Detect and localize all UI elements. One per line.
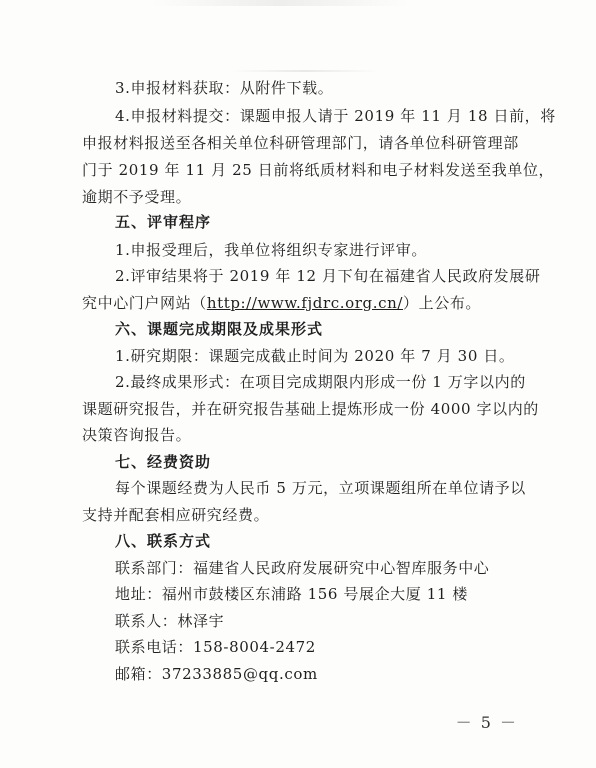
section-contact-heading: 八、联系方式	[115, 532, 212, 550]
materials-submit-line-3: 门于 2019 年 11 月 25 日前将纸质材料和电子材料发送至我单位，	[82, 161, 555, 179]
materials-submit-line-4: 逾期不予受理。	[82, 188, 192, 206]
page-number: － 5 －	[455, 713, 518, 732]
deadline-line: 1.研究期限：课题完成截止时间为 2020 年 7 月 30 日。	[115, 347, 515, 365]
scan-bleed-line	[230, 70, 380, 72]
funding-line-1: 每个课题经费为人民币 5 万元，立项课题组所在单位请予以	[115, 479, 526, 497]
scan-bleed-top	[150, 0, 410, 6]
contact-department: 联系部门：福建省人民政府发展研究中心智库服务中心	[115, 559, 490, 577]
review-step-2-prefix: 究中心门户网站（	[82, 294, 207, 312]
final-output-line-2: 课题研究报告，并在研究报告基础上提炼形成一份 4000 字以内的	[82, 400, 539, 418]
final-output-line-1: 2.最终成果形式：在项目完成期限内形成一份 1 万字以内的	[115, 373, 526, 391]
materials-submit-line-2: 申报材料报送至各相关单位科研管理部门，请各单位科研管理部	[82, 134, 519, 152]
section-funding-heading: 七、经费资助	[115, 453, 212, 471]
review-step-2-line-1: 2.评审结果将于 2019 年 12 月下旬在福建省人民政府发展研	[115, 267, 541, 285]
materials-access-line: 3.申报材料获取：从附件下载。	[115, 79, 334, 97]
website-link[interactable]: http://www.fjdrc.org.cn/	[206, 294, 404, 312]
materials-submit-line-1: 4.申报材料提交：课题申报人请于 2019 年 11 月 18 日前，将	[115, 107, 556, 125]
section-deadline-heading: 六、课题完成期限及成果形式	[115, 320, 324, 338]
contact-phone: 联系电话：158-8004-2472	[115, 638, 316, 656]
review-step-2-line-2	[0, 291, 596, 315]
funding-line-2: 支持并配套相应研究经费。	[82, 506, 270, 524]
contact-address: 地址：福州市鼓楼区东浦路 156 号展企大厦 11 楼	[115, 585, 468, 603]
review-step-1: 1.申报受理后，我单位将组织专家进行评审。	[115, 241, 427, 259]
review-step-2-suffix: ）上公布。	[403, 294, 482, 312]
final-output-line-3: 决策咨询报告。	[82, 426, 192, 444]
contact-email: 邮箱：37233885@qq.com	[115, 665, 318, 683]
contact-person: 联系人：林泽宇	[115, 612, 225, 630]
section-review-heading: 五、评审程序	[115, 213, 212, 231]
